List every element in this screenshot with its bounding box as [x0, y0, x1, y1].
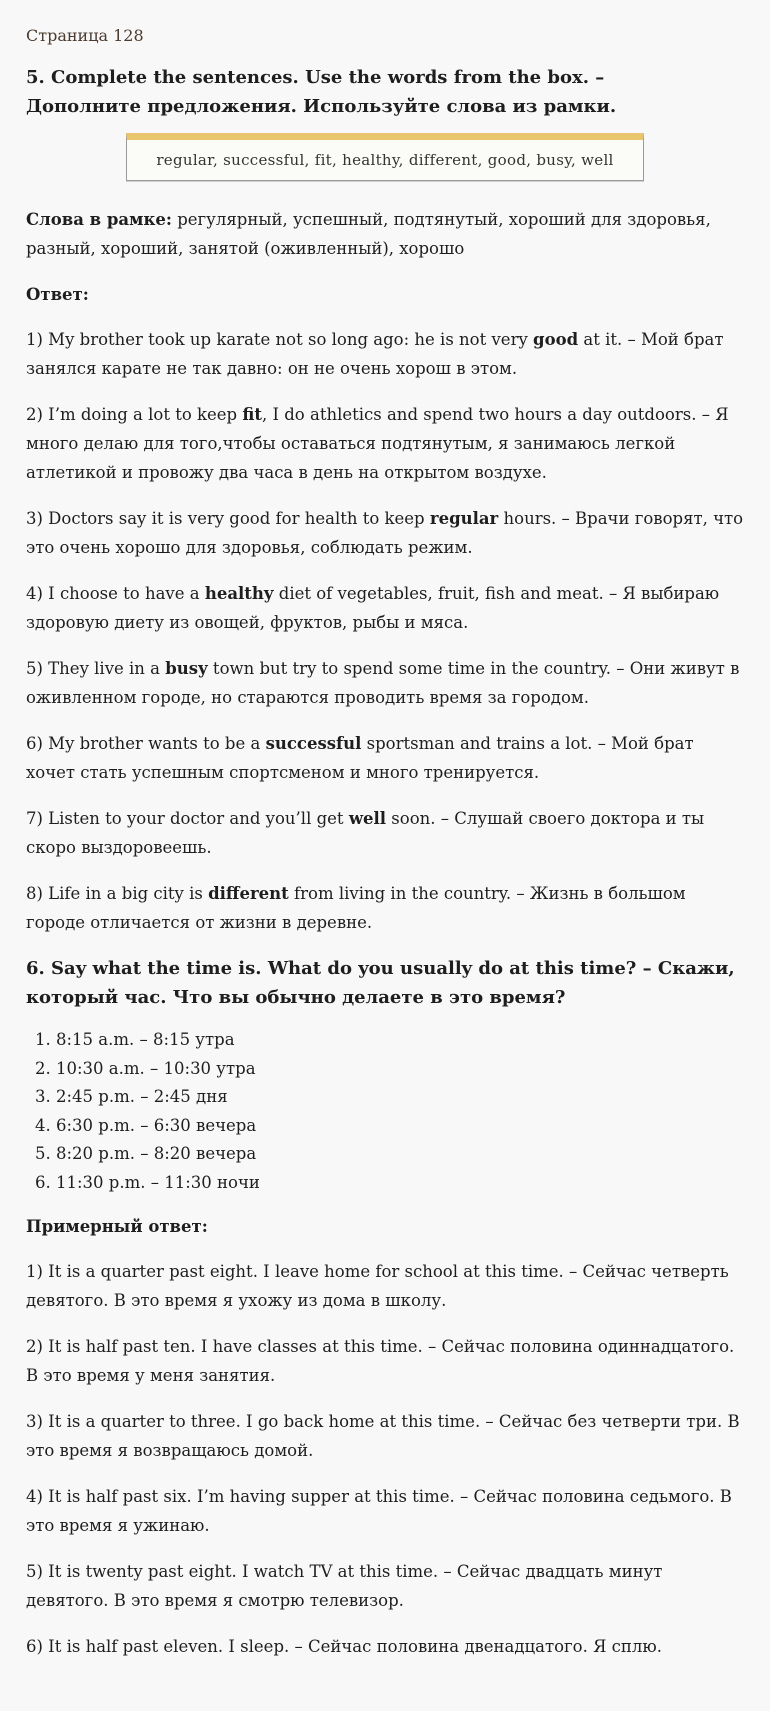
answer-item [26, 504, 744, 562]
answer-text: 4) I choose to have a [26, 584, 205, 603]
answer-item [26, 879, 744, 937]
exercise-5-heading-ru: Дополните предложения. Используйте слова из рамки. [26, 96, 617, 117]
word-box-translation-text: регулярный, успешный, подтянутый, хороший для здоровья, разный, хороший, занятой (оживленный), хорошо [26, 210, 711, 258]
exercise-5-heading [26, 63, 744, 121]
answer-text: 7) Listen to your doctor and you’ll get [26, 809, 349, 828]
answer-item [26, 654, 744, 712]
answer-word: regular [429, 509, 499, 528]
sample-answer-label: Примерный ответ: [26, 1216, 208, 1236]
word-box-image [126, 133, 644, 181]
answer-text: diet of vegetables, fruit, fish and meat. – Я выбираю здоровую диету из овощей, фруктов, рыбы и мяса. [26, 584, 720, 632]
exercise-6-heading: 6. Say what the time is. What do you usually do at this time? – Скажи, который час. Что вы обычно делаете в это время? [26, 958, 735, 1008]
answer-word: busy [165, 659, 208, 678]
answer-item [26, 804, 744, 862]
answer-word: different [208, 884, 289, 903]
sample-answer-item: 3) It is a quarter to three. I go back home at this time. – Сейчас без четверти три. В это время я возвращаюсь домой. [26, 1411, 740, 1460]
answer-text: 8) Life in a big city is [26, 884, 209, 903]
word-box-words: regular, successful, fit, healthy, different, good, busy, well [156, 151, 614, 169]
answer-label: Ответ: [26, 285, 89, 304]
time-list-item: 1. 8:15 a.m. – 8:15 утра [56, 1026, 744, 1055]
page-label: Страница 128 [26, 26, 144, 45]
sample-answer-item: 6) It is half past eleven. I sleep. – Сейчас половина двенадцатого. Я сплю. [26, 1636, 663, 1656]
answer-text: hours. – Врачи говорят, что это очень хорошо для здоровья, соблюдать режим. [26, 509, 744, 557]
answer-item [26, 400, 744, 487]
answer-word: well [348, 809, 387, 828]
answer-text: , I do athletics and spend two hours a day outdoors. – Я много делаю для того,чтобы оставаться подтянутым, я занимаюсь легкой атлетикой и провожу два часа в день на открытом воздухе. [26, 405, 729, 482]
sample-answer-item: 5) It is twenty past eight. I watch TV at this time. – Сейчас двадцать минут девятого. В это время я смотрю телевизор. [26, 1561, 663, 1610]
word-box-label: Слова в рамке: [26, 210, 172, 229]
answer-item [26, 325, 744, 383]
answer-text: 1) My brother took up karate not so long ago: he is not very [26, 330, 534, 349]
time-list-item: 4. 6:30 p.m. – 6:30 вечера [56, 1112, 744, 1141]
answer-text: soon. – Слушай своего доктора и ты скоро выздоровеешь. [26, 809, 705, 857]
answer-text: sportsman and trains a lot. – Мой брат хочет стать успешным спортсменом и много тренируется. [26, 734, 694, 782]
time-list-item: 5. 8:20 p.m. – 8:20 вечера [56, 1140, 744, 1169]
answer-text: town but try to spend some time in the country. – Они живут в оживленном городе, но стараются проводить время за городом. [26, 659, 740, 707]
answer-word: healthy [204, 584, 274, 603]
answer-text: at it. – Мой брат занялся карате не так давно: он не очень хорош в этом. [26, 330, 724, 378]
word-box-translation [26, 205, 744, 263]
exercise-5-heading-en: 5. Complete the sentences. Use the words from the box. – [26, 67, 605, 88]
time-list-item: 6. 11:30 p.m. – 11:30 ночи [56, 1169, 744, 1198]
answer-word: good [533, 330, 579, 349]
time-list-item: 3. 2:45 p.m. – 2:45 дня [56, 1083, 744, 1112]
sample-answer-item: 1) It is a quarter past eight. I leave home for school at this time. – Сейчас четверть девятого. В это время я ухожу из дома в школу. [26, 1261, 729, 1310]
time-list-item: 2. 10:30 a.m. – 10:30 утра [56, 1055, 744, 1084]
answer-text: 2) I’m doing a lot to keep [26, 405, 243, 424]
answer-word: fit [242, 405, 262, 424]
answer-text: 3) Doctors say it is very good for health to keep [26, 509, 430, 528]
answer-item [26, 729, 744, 787]
sample-answer-item: 4) It is half past six. I’m having supper at this time. – Сейчас половина седьмого. В это время я ужинаю. [26, 1486, 732, 1535]
answer-text: 6) My brother wants to be a [26, 734, 266, 753]
answer-word: successful [265, 734, 362, 753]
answer-text: from living in the country. – Жизнь в большом городе отличается от жизни в деревне. [26, 884, 686, 932]
answer-item [26, 579, 744, 637]
sample-answer-item: 2) It is half past ten. I have classes at this time. – Сейчас половина одиннадцатого. В это время у меня занятия. [26, 1336, 735, 1385]
time-list [26, 1026, 744, 1198]
answer-text: 5) They live in a [26, 659, 166, 678]
word-box-wrapper [26, 133, 744, 181]
